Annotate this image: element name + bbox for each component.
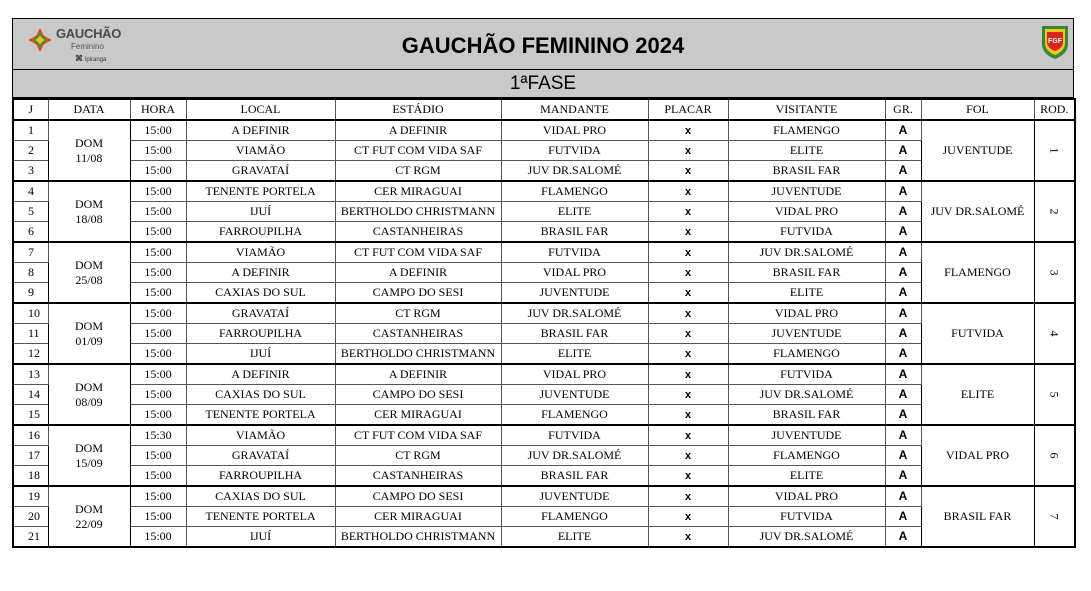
group-cell — [885, 120, 921, 141]
match-time: 15:00 — [130, 222, 186, 243]
match-city: A DEFINIR — [186, 263, 335, 283]
away-team: BRASIL FAR — [728, 161, 885, 182]
game-number: 14 — [13, 385, 48, 405]
match-date-value: 01/09 — [75, 333, 103, 348]
away-team: BRASIL FAR — [728, 405, 885, 426]
match-stadium: CASTANHEIRAS — [335, 324, 501, 344]
score-placeholder — [648, 324, 728, 344]
match-date-value: 25/08 — [75, 272, 103, 287]
fgf-badge-text: FGF — [1048, 38, 1062, 45]
round-number-value: 5 — [1047, 391, 1062, 398]
bye-team: FUTVIDA — [921, 303, 1034, 364]
table-row — [13, 283, 1075, 304]
match-date — [48, 364, 130, 425]
group-cell — [885, 303, 921, 324]
away-team: ELITE — [728, 283, 885, 304]
table-row — [13, 486, 1075, 507]
col-visitante-header: VISITANTE — [728, 99, 885, 120]
group-letter: A — [898, 346, 908, 360]
game-number: 7 — [13, 242, 48, 263]
away-team: JUV DR.SALOMÉ — [728, 527, 885, 548]
score-x: x — [684, 186, 692, 198]
group-letter: A — [898, 407, 908, 421]
round-number — [1034, 242, 1075, 303]
match-city: GRAVATAÍ — [186, 303, 335, 324]
home-team: BRASIL FAR — [501, 222, 648, 243]
match-time: 15:00 — [130, 405, 186, 426]
match-time: 15:00 — [130, 283, 186, 304]
score-placeholder — [648, 263, 728, 283]
away-team: FUTVIDA — [728, 364, 885, 385]
group-cell — [885, 202, 921, 222]
game-number: 5 — [13, 202, 48, 222]
home-team: FUTVIDA — [501, 141, 648, 161]
table-row — [13, 120, 1075, 141]
table-row — [13, 141, 1075, 161]
match-date-value: 15/09 — [75, 455, 103, 470]
match-date — [48, 425, 130, 486]
game-number: 4 — [13, 181, 48, 202]
match-time: 15:00 — [130, 161, 186, 182]
home-team: VIDAL PRO — [501, 120, 648, 141]
match-stadium: CAMPO DO SESI — [335, 486, 501, 507]
group-cell — [885, 486, 921, 507]
bye-team: ELITE — [921, 364, 1034, 425]
score-placeholder — [648, 466, 728, 487]
round-number — [1034, 181, 1075, 242]
game-number: 12 — [13, 344, 48, 365]
group-cell — [885, 263, 921, 283]
match-day: DOM — [74, 318, 103, 333]
away-team: JUV DR.SALOMÉ — [728, 385, 885, 405]
group-cell — [885, 527, 921, 548]
sponsor-name: Ipiranga — [84, 57, 107, 63]
group-letter: A — [898, 387, 908, 401]
match-time: 15:00 — [130, 507, 186, 527]
match-stadium: BERTHOLDO CHRISTMANN — [335, 527, 501, 548]
match-city: FARROUPILHA — [186, 222, 335, 243]
score-placeholder — [648, 141, 728, 161]
match-stadium: BERTHOLDO CHRISTMANN — [335, 344, 501, 365]
match-city: GRAVATAÍ — [186, 161, 335, 182]
match-city: VIAMÃO — [186, 242, 335, 263]
col-mandante-header: MANDANTE — [501, 99, 648, 120]
match-time: 15:00 — [130, 324, 186, 344]
table-row — [13, 446, 1075, 466]
score-x: x — [684, 348, 692, 360]
home-team: ELITE — [501, 527, 648, 548]
round-number — [1034, 486, 1075, 547]
schedule-table — [12, 98, 1076, 548]
match-day: DOM — [74, 135, 103, 150]
home-team: FLAMENGO — [501, 181, 648, 202]
match-city: GRAVATAÍ — [186, 446, 335, 466]
logo-name: GAUCHÃO — [56, 26, 122, 41]
game-number: 11 — [13, 324, 48, 344]
table-row — [13, 507, 1075, 527]
group-letter: A — [898, 184, 908, 198]
col-fol-header: FOL — [921, 99, 1034, 120]
match-city: CAXIAS DO SUL — [186, 283, 335, 304]
match-time: 15:00 — [130, 344, 186, 365]
match-stadium: A DEFINIR — [335, 120, 501, 141]
table-row — [13, 527, 1075, 548]
match-city: TENENTE PORTELA — [186, 405, 335, 426]
table-row — [13, 425, 1075, 446]
score-placeholder — [648, 405, 728, 426]
bye-team: JUV DR.SALOMÉ — [921, 181, 1034, 242]
home-team: JUV DR.SALOMÉ — [501, 303, 648, 324]
match-time: 15:30 — [130, 425, 186, 446]
score-placeholder — [648, 425, 728, 446]
match-date — [48, 120, 130, 181]
match-city: CAXIAS DO SUL — [186, 385, 335, 405]
score-placeholder — [648, 202, 728, 222]
match-date — [48, 303, 130, 364]
match-city: FARROUPILHA — [186, 324, 335, 344]
score-placeholder — [648, 364, 728, 385]
home-team: JUVENTUDE — [501, 486, 648, 507]
away-team: FLAMENGO — [728, 446, 885, 466]
match-stadium: CER MIRAGUAI — [335, 181, 501, 202]
match-city: IJUÍ — [186, 202, 335, 222]
game-number: 1 — [13, 120, 48, 141]
score-placeholder — [648, 242, 728, 263]
round-number — [1034, 425, 1075, 486]
away-team: JUVENTUDE — [728, 425, 885, 446]
match-stadium: CT FUT COM VIDA SAF — [335, 141, 501, 161]
col-data-header: DATA — [48, 99, 130, 120]
group-letter: A — [898, 245, 908, 259]
round-number-value: 3 — [1047, 269, 1062, 276]
group-letter: A — [898, 163, 908, 177]
home-team: JUV DR.SALOMÉ — [501, 446, 648, 466]
score-placeholder — [648, 222, 728, 243]
round-number-value: 1 — [1047, 147, 1062, 154]
home-team: BRASIL FAR — [501, 466, 648, 487]
score-x: x — [684, 267, 692, 279]
bye-team: FLAMENGO — [921, 242, 1034, 303]
score-x: x — [684, 409, 692, 421]
game-number: 9 — [13, 283, 48, 304]
score-x: x — [684, 491, 692, 503]
group-cell — [885, 141, 921, 161]
home-team: JUVENTUDE — [501, 385, 648, 405]
group-letter: A — [898, 448, 908, 462]
match-time: 15:00 — [130, 120, 186, 141]
away-team: FUTVIDA — [728, 507, 885, 527]
score-x: x — [684, 125, 692, 137]
away-team: BRASIL FAR — [728, 263, 885, 283]
score-x: x — [684, 369, 692, 381]
table-header-row — [13, 99, 1075, 120]
score-placeholder — [648, 181, 728, 202]
table-body — [13, 120, 1075, 547]
match-stadium: BERTHOLDO CHRISTMANN — [335, 202, 501, 222]
score-placeholder — [648, 446, 728, 466]
match-stadium: CER MIRAGUAI — [335, 405, 501, 426]
game-number: 15 — [13, 405, 48, 426]
bye-team: JUVENTUDE — [921, 120, 1034, 181]
score-x: x — [684, 511, 692, 523]
group-cell — [885, 344, 921, 365]
group-letter: A — [898, 285, 908, 299]
score-x: x — [684, 328, 692, 340]
score-placeholder — [648, 385, 728, 405]
game-number: 16 — [13, 425, 48, 446]
group-letter: A — [898, 509, 908, 523]
round-number-value: 2 — [1047, 208, 1062, 215]
away-team: JUV DR.SALOMÉ — [728, 242, 885, 263]
game-number: 18 — [13, 466, 48, 487]
game-number: 20 — [13, 507, 48, 527]
col-local-header: LOCAL — [186, 99, 335, 120]
table-row — [13, 303, 1075, 324]
match-date — [48, 242, 130, 303]
away-team: JUVENTUDE — [728, 324, 885, 344]
group-letter: A — [898, 367, 908, 381]
sponsor-icon: ⌘ — [75, 54, 83, 63]
score-placeholder — [648, 283, 728, 304]
score-placeholder — [648, 344, 728, 365]
match-day: DOM — [74, 196, 103, 211]
match-stadium: CT RGM — [335, 303, 501, 324]
group-letter: A — [898, 468, 908, 482]
score-x: x — [684, 470, 692, 482]
home-team: BRASIL FAR — [501, 324, 648, 344]
away-team: FLAMENGO — [728, 344, 885, 365]
away-team: VIDAL PRO — [728, 202, 885, 222]
match-stadium: A DEFINIR — [335, 263, 501, 283]
group-letter: A — [898, 489, 908, 503]
table-row — [13, 324, 1075, 344]
away-team: VIDAL PRO — [728, 486, 885, 507]
match-city: VIAMÃO — [186, 425, 335, 446]
match-time: 15:00 — [130, 303, 186, 324]
score-x: x — [684, 226, 692, 238]
group-cell — [885, 222, 921, 243]
table-row — [13, 202, 1075, 222]
group-cell — [885, 324, 921, 344]
game-number: 6 — [13, 222, 48, 243]
title-banner — [12, 18, 1074, 70]
home-team: FLAMENGO — [501, 507, 648, 527]
score-x: x — [684, 145, 692, 157]
game-number: 3 — [13, 161, 48, 182]
table-row — [13, 344, 1075, 365]
match-stadium: CT FUT COM VIDA SAF — [335, 242, 501, 263]
fgf-shield-icon — [1040, 24, 1070, 60]
match-stadium: CASTANHEIRAS — [335, 222, 501, 243]
match-time: 15:00 — [130, 242, 186, 263]
match-day: DOM — [74, 379, 103, 394]
score-x: x — [684, 531, 692, 543]
group-cell — [885, 161, 921, 182]
match-date — [48, 486, 130, 547]
away-team: ELITE — [728, 466, 885, 487]
col-estadio-header: ESTÁDIO — [335, 99, 501, 120]
table-row — [13, 242, 1075, 263]
match-date-value: 22/09 — [75, 516, 103, 531]
match-city: TENENTE PORTELA — [186, 181, 335, 202]
col-j-header: J — [13, 99, 48, 120]
home-team: VIDAL PRO — [501, 263, 648, 283]
match-time: 15:00 — [130, 385, 186, 405]
group-cell — [885, 364, 921, 385]
home-team: VIDAL PRO — [501, 364, 648, 385]
table-row — [13, 161, 1075, 182]
match-city: IJUÍ — [186, 527, 335, 548]
round-number — [1034, 120, 1075, 181]
group-cell — [885, 507, 921, 527]
match-time: 15:00 — [130, 364, 186, 385]
match-stadium: CASTANHEIRAS — [335, 466, 501, 487]
score-x: x — [684, 430, 692, 442]
match-city: IJUÍ — [186, 344, 335, 365]
table-row — [13, 181, 1075, 202]
match-stadium: A DEFINIR — [335, 364, 501, 385]
round-number — [1034, 303, 1075, 364]
col-placar-header: PLACAR — [648, 99, 728, 120]
score-placeholder — [648, 527, 728, 548]
match-stadium: CAMPO DO SESI — [335, 283, 501, 304]
match-stadium: CT FUT COM VIDA SAF — [335, 425, 501, 446]
home-team: JUVENTUDE — [501, 283, 648, 304]
match-date-value: 08/09 — [75, 394, 103, 409]
match-time: 15:00 — [130, 202, 186, 222]
match-city: FARROUPILHA — [186, 466, 335, 487]
table-row — [13, 405, 1075, 426]
score-x: x — [684, 287, 692, 299]
away-team: FLAMENGO — [728, 120, 885, 141]
group-letter: A — [898, 529, 908, 543]
group-cell — [885, 242, 921, 263]
match-time: 15:00 — [130, 141, 186, 161]
group-letter: A — [898, 428, 908, 442]
game-number: 19 — [13, 486, 48, 507]
away-team: FUTVIDA — [728, 222, 885, 243]
game-number: 8 — [13, 263, 48, 283]
score-x: x — [684, 206, 692, 218]
score-x: x — [684, 308, 692, 320]
game-number: 10 — [13, 303, 48, 324]
match-date-value: 18/08 — [75, 211, 103, 226]
group-letter: A — [898, 326, 908, 340]
group-letter: A — [898, 265, 908, 279]
match-city: TENENTE PORTELA — [186, 507, 335, 527]
score-x: x — [684, 247, 692, 259]
group-cell — [885, 283, 921, 304]
group-letter: A — [898, 306, 908, 320]
match-time: 15:00 — [130, 466, 186, 487]
bye-team: BRASIL FAR — [921, 486, 1034, 547]
score-x: x — [684, 450, 692, 462]
match-time: 15:00 — [130, 486, 186, 507]
match-city: A DEFINIR — [186, 120, 335, 141]
group-letter: A — [898, 204, 908, 218]
score-placeholder — [648, 486, 728, 507]
group-cell — [885, 446, 921, 466]
group-letter: A — [898, 143, 908, 157]
round-number-value: 6 — [1047, 452, 1062, 459]
home-team: FLAMENGO — [501, 405, 648, 426]
col-rod-header: ROD. — [1034, 99, 1075, 120]
match-stadium: CER MIRAGUAI — [335, 507, 501, 527]
game-number: 13 — [13, 364, 48, 385]
home-team: FUTVIDA — [501, 425, 648, 446]
table-row — [13, 222, 1075, 243]
schedule-sheet — [12, 18, 1074, 548]
col-gr-header: GR. — [885, 99, 921, 120]
score-placeholder — [648, 120, 728, 141]
bye-team: VIDAL PRO — [921, 425, 1034, 486]
group-cell — [885, 425, 921, 446]
table-row — [13, 466, 1075, 487]
game-number: 21 — [13, 527, 48, 548]
table-row — [13, 263, 1075, 283]
home-team: JUV DR.SALOMÉ — [501, 161, 648, 182]
match-day: DOM — [74, 501, 103, 516]
score-placeholder — [648, 507, 728, 527]
match-time: 15:00 — [130, 446, 186, 466]
round-number-value: 4 — [1047, 330, 1062, 337]
match-stadium: CT RGM — [335, 446, 501, 466]
away-team: ELITE — [728, 141, 885, 161]
match-time: 15:00 — [130, 527, 186, 548]
match-day: DOM — [74, 257, 103, 272]
group-cell — [885, 466, 921, 487]
group-cell — [885, 385, 921, 405]
away-team: VIDAL PRO — [728, 303, 885, 324]
home-team: ELITE — [501, 344, 648, 365]
score-x: x — [684, 165, 692, 177]
away-team: JUVENTUDE — [728, 181, 885, 202]
home-team: ELITE — [501, 202, 648, 222]
match-stadium: CT RGM — [335, 161, 501, 182]
match-city: A DEFINIR — [186, 364, 335, 385]
score-placeholder — [648, 303, 728, 324]
round-number-value: 7 — [1047, 513, 1062, 520]
table-row — [13, 385, 1075, 405]
match-date — [48, 181, 130, 242]
match-city: CAXIAS DO SUL — [186, 486, 335, 507]
group-cell — [885, 405, 921, 426]
phase-title: 1ªFASE — [12, 70, 1074, 98]
score-placeholder — [648, 161, 728, 182]
match-time: 15:00 — [130, 263, 186, 283]
score-x: x — [684, 389, 692, 401]
page-title: GAUCHÃO FEMININO 2024 — [401, 33, 685, 58]
game-number: 2 — [13, 141, 48, 161]
group-letter: A — [898, 224, 908, 238]
group-cell — [885, 181, 921, 202]
game-number: 17 — [13, 446, 48, 466]
col-hora-header: HORA — [130, 99, 186, 120]
match-day: DOM — [74, 440, 103, 455]
logo-subtitle: Feminino — [71, 42, 104, 51]
group-letter: A — [898, 123, 908, 137]
round-number — [1034, 364, 1075, 425]
match-city: VIAMÃO — [186, 141, 335, 161]
match-stadium: CAMPO DO SESI — [335, 385, 501, 405]
home-team: FUTVIDA — [501, 242, 648, 263]
match-date-value: 11/08 — [75, 150, 103, 165]
table-row — [13, 364, 1075, 385]
match-time: 15:00 — [130, 181, 186, 202]
